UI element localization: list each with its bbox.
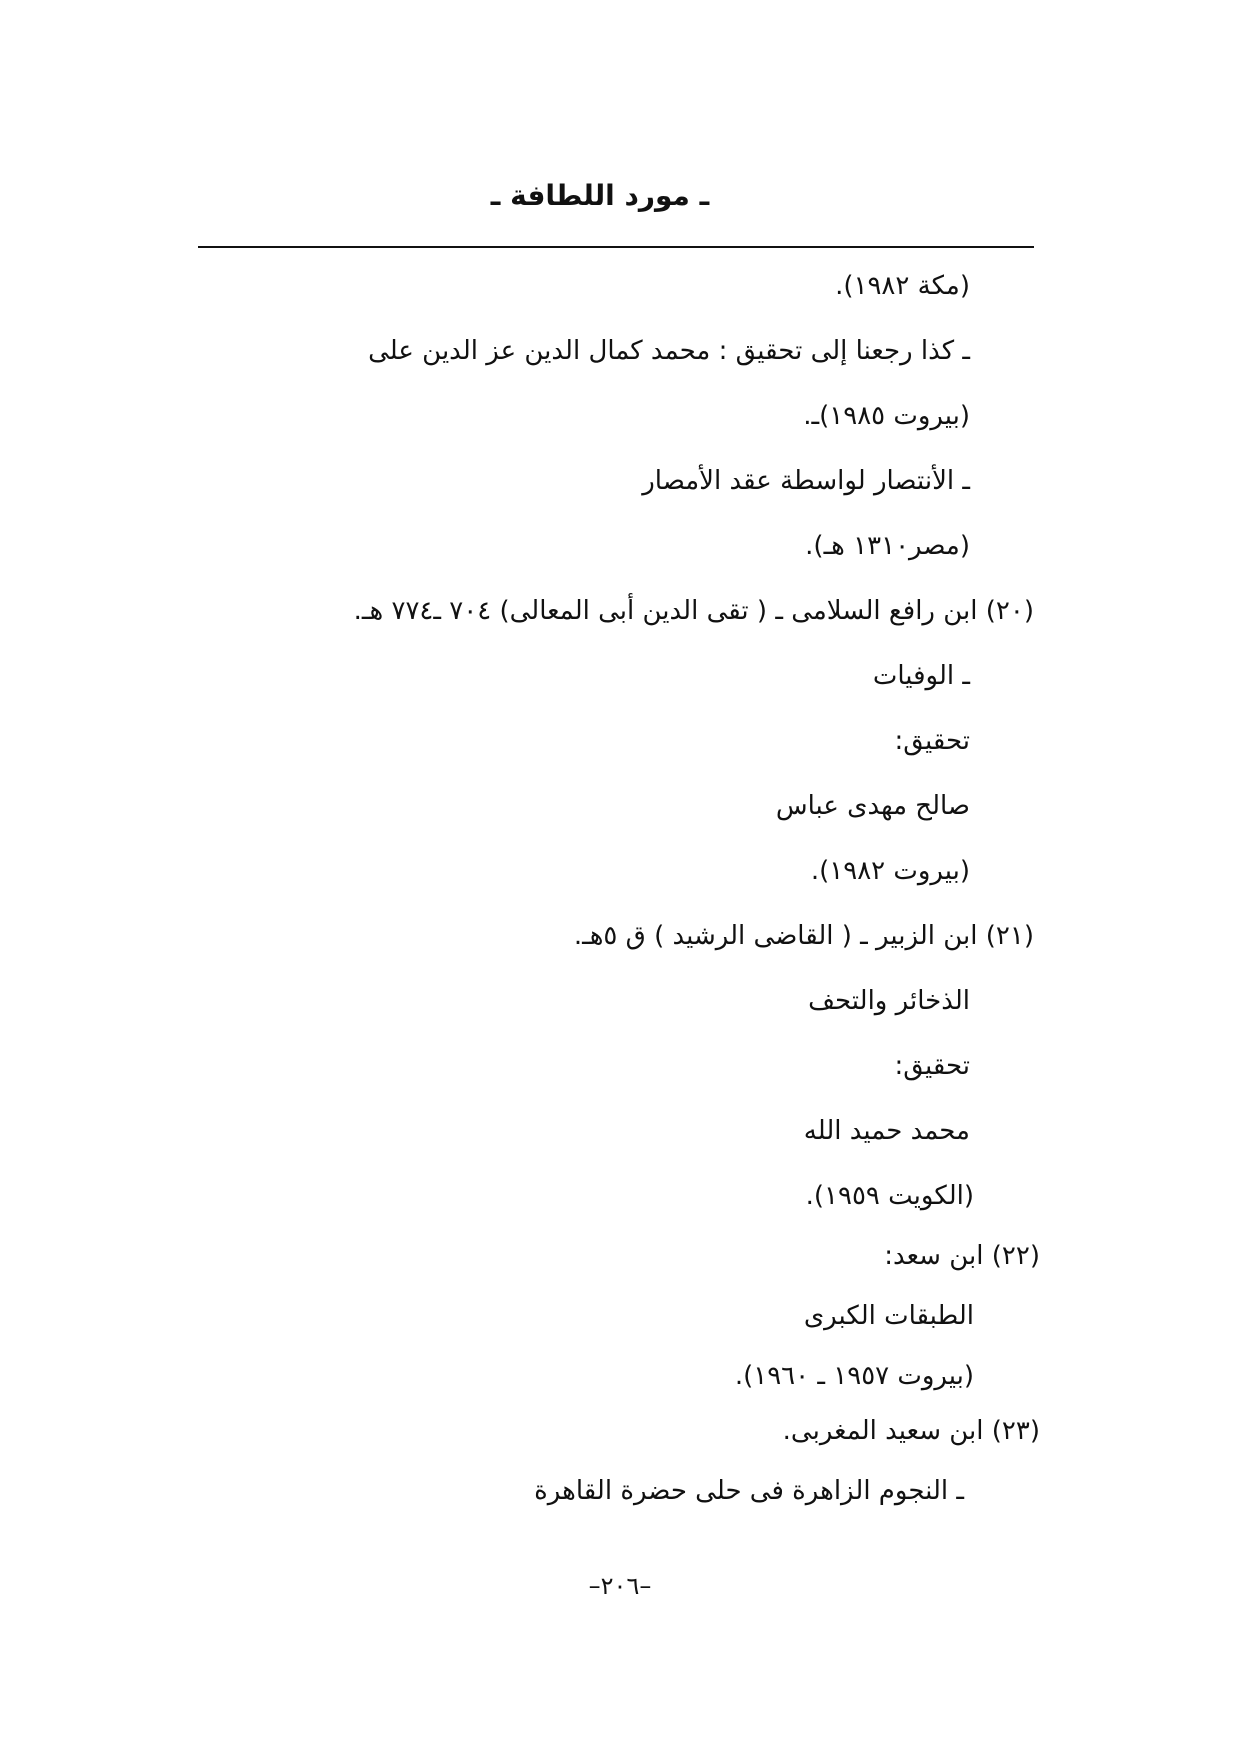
text-line: تحقيق: xyxy=(894,1051,970,1081)
text-line: (مكة ١٩٨٢). xyxy=(835,271,970,301)
text-line: ـ كذا رجعنا إلى تحقيق : محمد كمال الدين عز الدين على xyxy=(368,336,970,366)
header-divider xyxy=(198,246,1034,248)
text-line: تحقيق: xyxy=(894,726,970,756)
text-line: ـ الوفيات xyxy=(872,661,970,691)
entry-heading: (٢٠) ابن رافع السلامى ـ ( تقى الدين أبى المعالى) ٧٠٤ ـ٧٧٤ هـ. xyxy=(353,596,1034,626)
text-line: صالح مهدى عباس xyxy=(775,791,970,821)
text-line: الطبقات الكبرى xyxy=(803,1301,974,1331)
text-line: (بيروت ١٩٥٧ ـ ١٩٦٠). xyxy=(734,1361,974,1391)
text-line: ـ النجوم الزاهرة فى حلى حضرة القاهرة xyxy=(534,1476,964,1506)
text-line: الذخائر والتحف xyxy=(808,986,970,1016)
entry-heading: (٢٣) ابن سعيد المغربى. xyxy=(782,1416,1040,1446)
text-line: ـ الأنتصار لواسطة عقد الأمصار xyxy=(642,466,970,496)
entry-heading: (٢٢) ابن سعد: xyxy=(884,1241,1040,1271)
text-line: (الكويت ١٩٥٩). xyxy=(805,1181,974,1211)
page-header-title: ـ مورد اللطافة ـ xyxy=(490,179,710,212)
page-number: –٢٠٦– xyxy=(588,1572,652,1600)
text-line: (مصر١٣١٠ هـ). xyxy=(805,531,970,561)
text-line: محمد حميد الله xyxy=(803,1116,970,1146)
text-line: (بيروت ١٩٨٥)ـ. xyxy=(803,401,970,431)
entry-heading: (٢١) ابن الزبير ـ ( القاضى الرشيد ) ق ٥هـ. xyxy=(573,921,1034,951)
text-line: (بيروت ١٩٨٢). xyxy=(810,856,970,886)
